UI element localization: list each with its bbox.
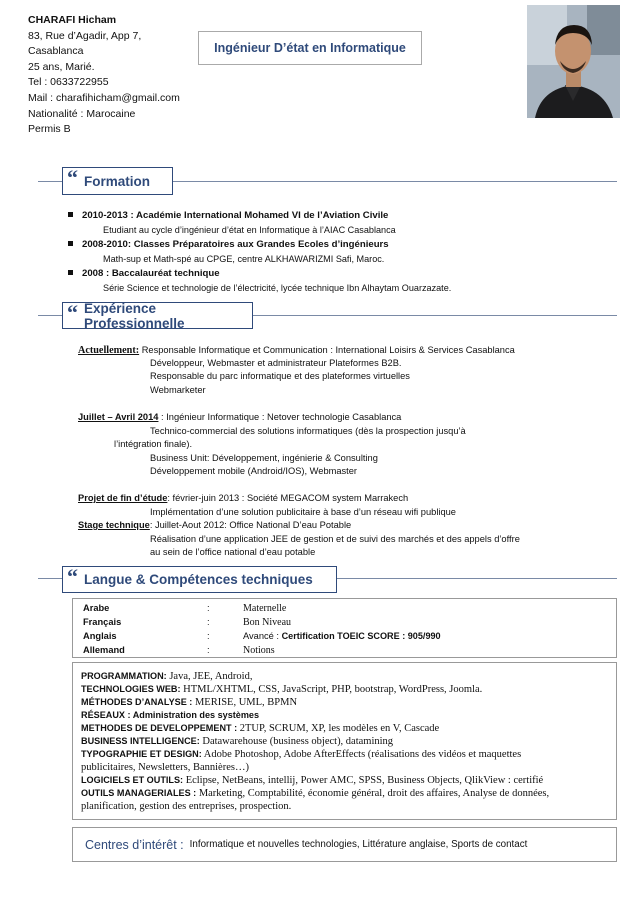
formation-detail: Math-sup et Math-spé au CPGE, centre ALKHAWARIZMI Safi, Maroc. — [103, 254, 385, 264]
formation-item — [68, 210, 388, 221]
formation-title: 2008 : Baccalauréat technique — [82, 268, 220, 279]
interests-label: Centres d’intérêt : — [85, 837, 184, 852]
language-colon: : — [207, 645, 210, 655]
quote-icon: “ — [67, 165, 78, 190]
language-name: Anglais — [83, 631, 117, 641]
interests-box — [72, 827, 617, 862]
email[interactable]: Mail : charafihicham@gmail.com — [28, 91, 180, 104]
skill-line — [81, 748, 521, 761]
exp-text: Responsable Informatique et Communication : International Loisirs & Services Casablanca — [139, 345, 515, 355]
skill-value: Java, JEE, Android, — [166, 671, 253, 682]
skill-key: OUTILS MANAGERIALES : — [81, 788, 197, 798]
language-name: Français — [83, 617, 122, 627]
skill-line — [81, 722, 439, 735]
language-name: Arabe — [83, 603, 110, 613]
formation-detail: Série Science et technologie de l’électricité, lycée technique Ibn Alhaytam Ouarzazate. — [103, 283, 452, 293]
skill-key: MÉTHODES D’ANALYSE : — [81, 697, 193, 707]
exp-text: Business Unit: Développement, ingénierie & Consulting — [150, 453, 378, 463]
phone: Tel : 0633722955 — [28, 76, 109, 89]
section-heading-formation — [62, 167, 173, 195]
exp-pfe — [78, 492, 408, 504]
skill-line — [81, 800, 291, 813]
certification: Certification TOEIC SCORE : 905/990 — [281, 631, 441, 641]
languages-table — [72, 598, 617, 658]
language-colon: : — [207, 603, 210, 613]
exp-text: au sein de l’office national d’eau potable — [150, 547, 316, 557]
nationality: Nationalité : Marocaine — [28, 107, 136, 120]
exp-text: Responsable du parc informatique et des plateformes virtuelles — [150, 371, 410, 381]
exp-text: Développement mobile (Android/IOS), Webmaster — [150, 466, 358, 476]
skill-key: RÉSEAUX : Administration des systèmes — [81, 710, 260, 720]
section-rule — [336, 578, 617, 579]
section-title: Expérience Professionnelle — [84, 300, 185, 331]
skill-line — [81, 670, 252, 683]
language-colon: : — [207, 631, 210, 641]
skill-key: LOGICIELS ET OUTILS: — [81, 775, 184, 785]
language-level: Bon Niveau — [243, 617, 292, 628]
language-level — [243, 631, 441, 642]
driving-licence: Permis B — [28, 123, 71, 136]
skill-value: Eclipse, NetBeans, intellij, Power AMC, SPSS, Business Objects, QlikView : certifié — [183, 775, 544, 786]
contact-block — [28, 13, 218, 138]
skill-key: PROGRAMMATION: — [81, 671, 167, 681]
address-line: 83, Rue d’Agadir, App 7, — [28, 29, 142, 42]
formation-title: 2010-2013 : Académie International Mohamed VI de l’Aviation Civile — [82, 210, 389, 221]
skill-value: Marketing, Comptabilité, économie général, droit des affaires, Analyse de données, — [196, 788, 550, 799]
skill-key: TYPOGRAPHIE ET DESIGN: — [81, 749, 202, 759]
language-level: Maternelle — [243, 603, 287, 614]
skill-value: Adobe Photoshop, Adobe AfterEffects (réalisations des vidéos et maquettes — [201, 749, 522, 760]
job-title-box — [198, 31, 422, 65]
section-title: Langue & Compétences techniques — [84, 572, 313, 587]
square-bullet-icon — [68, 270, 73, 275]
skill-value: 2TUP, SCRUM, XP, les modèles en V, Cascade — [237, 723, 440, 734]
skill-line — [81, 761, 249, 774]
interests-value: Informatique et nouvelles technologies, Littérature anglaise, Sports de contact — [189, 839, 528, 850]
exp-text: Implémentation d’une solution publicitaire à base d’un réseau wifi publique — [150, 507, 456, 517]
exp-text: l’intégration finale). — [114, 439, 193, 449]
exp-netover — [78, 411, 401, 423]
skill-line — [81, 774, 543, 787]
language-level: Notions — [243, 645, 275, 656]
profile-photo — [527, 5, 620, 118]
skill-line — [81, 735, 393, 748]
quote-icon: “ — [67, 563, 78, 589]
exp-current — [78, 344, 515, 357]
skill-line — [81, 683, 482, 696]
exp-text: Réalisation d’une application JEE de gestion et de suivi des marchés et des appels d’offre — [150, 534, 520, 544]
address-city: Casablanca — [28, 45, 84, 58]
formation-item — [68, 239, 389, 250]
job-title: Ingénieur D’état en Informatique — [214, 41, 406, 55]
language-name: Allemand — [83, 645, 125, 655]
formation-detail: Etudiant au cycle d’ingénieur d’état en Informatique à l’AIAC Casablanca — [103, 225, 396, 235]
exp-text: Développeur, Webmaster et administrateur Plateformes B2B. — [150, 358, 402, 368]
exp-label: Juillet – Avril 2014 — [78, 412, 159, 422]
skill-value: planification, gestion des entreprises, prospection. — [81, 801, 292, 812]
section-heading-langue — [62, 563, 337, 593]
candidate-name: CHARAFI Hicham — [28, 14, 117, 26]
exp-label: Stage technique — [78, 520, 150, 530]
exp-text: : Juillet-Aout 2012: Office National D’eau Potable — [149, 520, 352, 530]
section-rule — [172, 181, 617, 182]
skill-value: publicitaires, Newsletters, Bannières…) — [81, 762, 249, 773]
skill-line — [81, 696, 297, 709]
skills-box — [72, 662, 617, 820]
age-status: 25 ans, Marié. — [28, 60, 95, 73]
skill-line — [81, 709, 259, 721]
section-title: Formation — [84, 173, 150, 189]
skill-key: TECHNOLOGIES WEB: — [81, 684, 181, 694]
language-level-text: Avancé : — [243, 631, 282, 641]
skill-key: METHODES DE DEVELOPPEMENT : — [81, 723, 238, 733]
portrait-image — [527, 5, 620, 118]
exp-text: Webmarketer — [150, 385, 206, 395]
quote-icon: “ — [67, 299, 78, 325]
exp-text: Technico-commercial des solutions informatiques (dès la prospection jusqu’à — [150, 426, 466, 436]
exp-text: : Ingénieur Informatique : Netover technologie Casablanca — [158, 412, 402, 422]
section-heading-experience — [62, 299, 253, 331]
skill-key: BUSINESS INTELLIGENCE: — [81, 736, 200, 746]
skill-line — [81, 787, 549, 800]
exp-stage — [78, 519, 351, 531]
language-colon: : — [207, 617, 210, 627]
skill-value: HTML/XHTML, CSS, JavaScript, PHP, bootstrap, WordPress, Joomla. — [180, 684, 483, 695]
formation-title: 2008-2010: Classes Préparatoires aux Grandes Ecoles d’ingénieurs — [82, 239, 389, 250]
formation-item — [68, 268, 220, 279]
exp-text: : février-juin 2013 : Société MEGACOM system Marrakech — [167, 493, 409, 503]
skill-value: MERISE, UML, BPMN — [192, 697, 298, 708]
square-bullet-icon — [68, 241, 73, 246]
section-rule — [252, 315, 617, 316]
exp-label: Projet de fin d’étude — [78, 493, 168, 503]
square-bullet-icon — [68, 212, 73, 217]
skill-value: Datawarehouse (business object), datamining — [199, 736, 394, 747]
exp-label: Actuellement: — [78, 345, 140, 356]
